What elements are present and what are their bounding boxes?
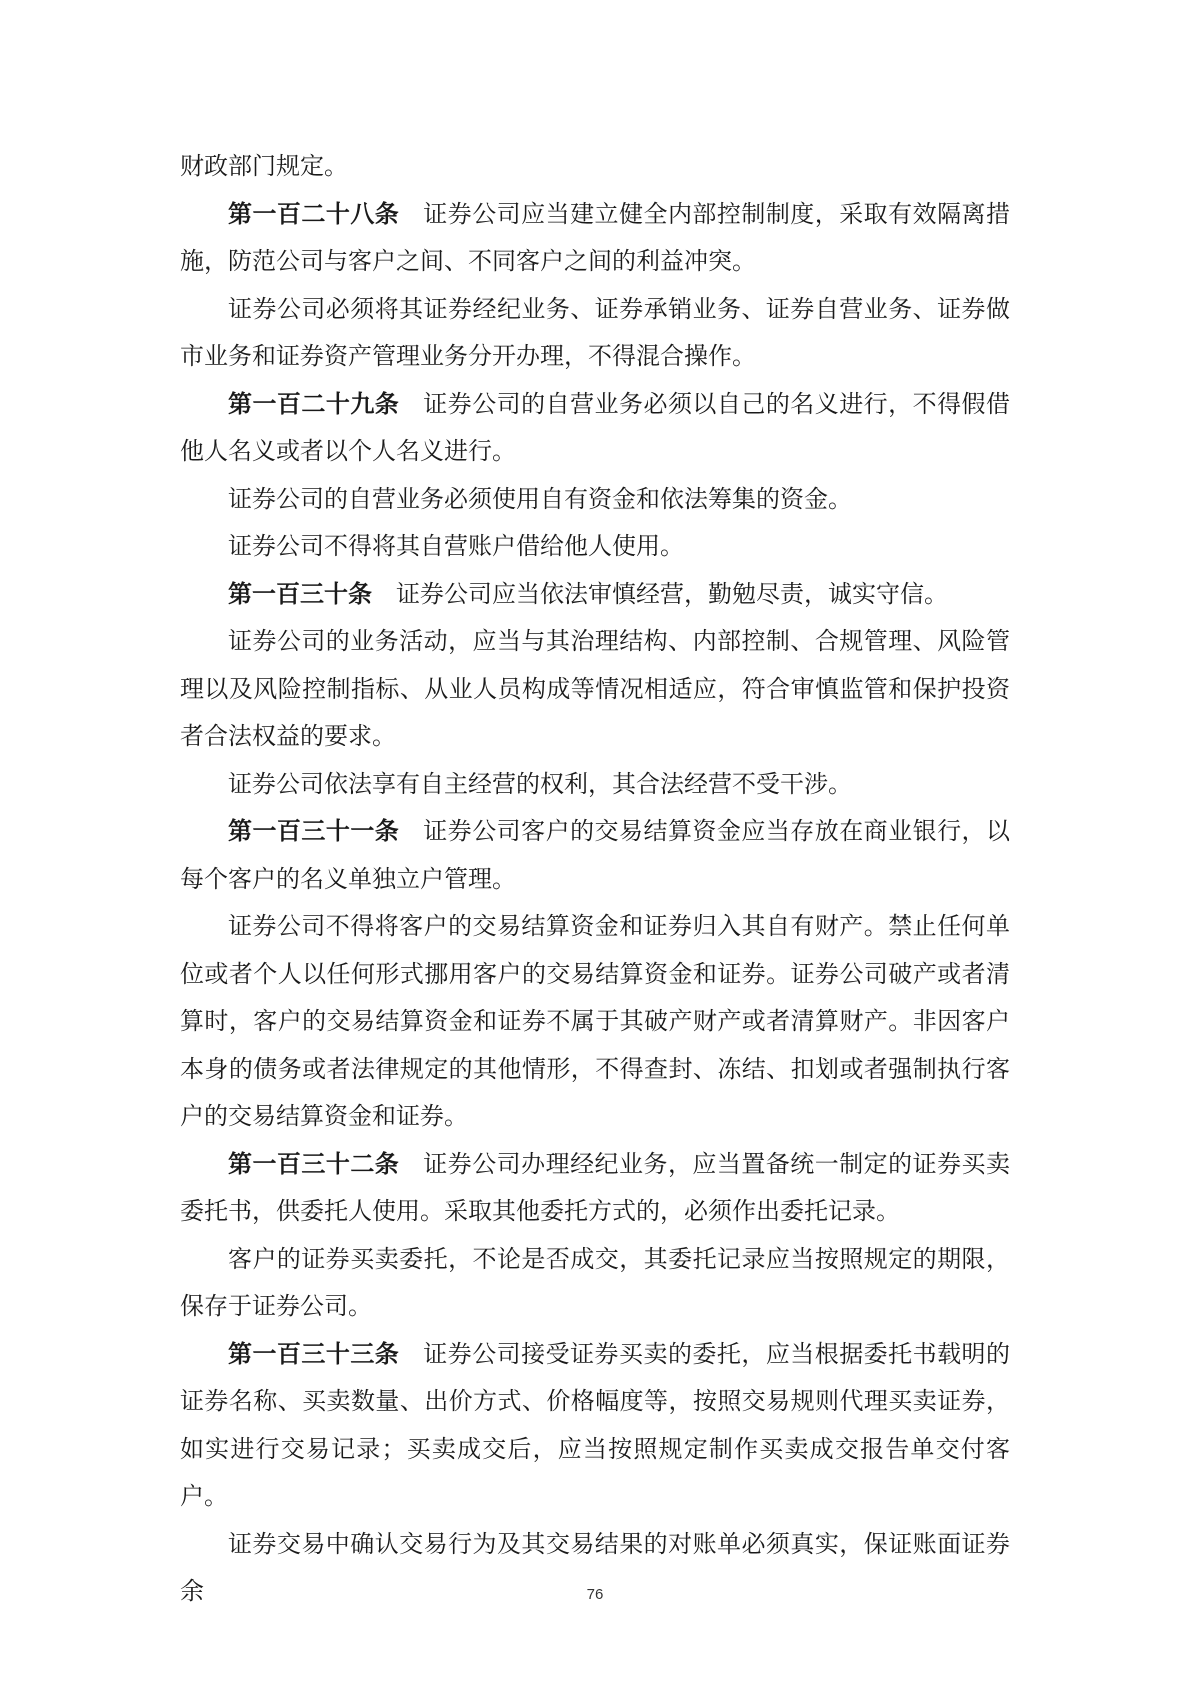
article-paragraph: 第一百三十一条 证券公司客户的交易结算资金应当存放在商业银行，以每个客户的名义单独立户管理。	[180, 817, 1011, 893]
article-heading: 第一百三十一条	[228, 817, 400, 845]
article-heading: 第一百三十条	[228, 579, 372, 608]
article-heading: 第一百二十八条	[228, 199, 400, 228]
article-paragraph: 第一百二十九条 证券公司的自营业务必须以自己的名义进行，不得假借他人名义或者以个人名义进行。	[180, 389, 1011, 465]
paragraph: 证券公司的业务活动，应当与其治理结构、内部控制、合规管理、风险管理以及风险控制指标、从业人员构成等情况相适应，符合审慎监管和保护投资者合法权益的要求。	[180, 627, 1010, 750]
page-number: 76	[586, 1586, 604, 1603]
article-heading: 第一百三十二条	[228, 1149, 400, 1178]
article-paragraph: 第一百三十条 证券公司应当依法审慎经营，勤勉尽责，诚实守信。	[228, 579, 948, 608]
article-paragraph: 第一百三十二条 证券公司办理经纪业务，应当置备统一制定的证券买卖委托书，供委托人使用。采取其他委托方式的，必须作出委托记录。	[180, 1149, 1011, 1225]
article-heading: 第一百三十三条	[228, 1339, 400, 1368]
paragraph: 财政部门规定。	[180, 152, 348, 180]
paragraph: 证券交易中确认交易行为及其交易结果的对账单必须真实，保证账面证券余	[180, 1529, 1010, 1605]
article-paragraph: 第一百二十八条 证券公司应当建立健全内部控制制度，采取有效隔离措施，防范公司与客户之间、不同客户之间的利益冲突。	[180, 199, 1011, 275]
article-heading: 第一百二十九条	[228, 389, 400, 418]
paragraph: 证券公司不得将客户的交易结算资金和证券归入其自有财产。禁止任何单位或者个人以任何形式挪用客户的交易结算资金和证券。证券公司破产或者清算时，客户的交易结算资金和证券不属于其破产财产或者清算财产。非因客户本身的债务或者法律规定的其他情形，不得查封、冻结、扣划或者强制执行客户的交易结算资金和证券。	[180, 912, 1010, 1130]
paragraph: 证券公司的自营业务必须使用自有资金和依法筹集的资金。	[228, 484, 852, 513]
paragraph: 证券公司不得将其自营账户借给他人使用。	[228, 532, 684, 560]
paragraph: 客户的证券买卖委托，不论是否成交，其委托记录应当按照规定的期限，保存于证券公司。	[180, 1244, 1010, 1320]
article-paragraph: 第一百三十三条 证券公司接受证券买卖的委托，应当根据委托书载明的证券名称、买卖数量、出价方式、价格幅度等，按照交易规则代理买卖证券，如实进行交易记录；买卖成交后，应当按照规定制作买卖成交报告单交付客户。	[180, 1339, 1011, 1510]
document-body	[180, 143, 1010, 1616]
paragraph: 证券公司依法享有自主经营的权利，其合法经营不受干涉。	[228, 769, 852, 798]
paragraph: 证券公司必须将其证券经纪业务、证券承销业务、证券自营业务、证券做市业务和证券资产管理业务分开办理，不得混合操作。	[180, 294, 1010, 370]
